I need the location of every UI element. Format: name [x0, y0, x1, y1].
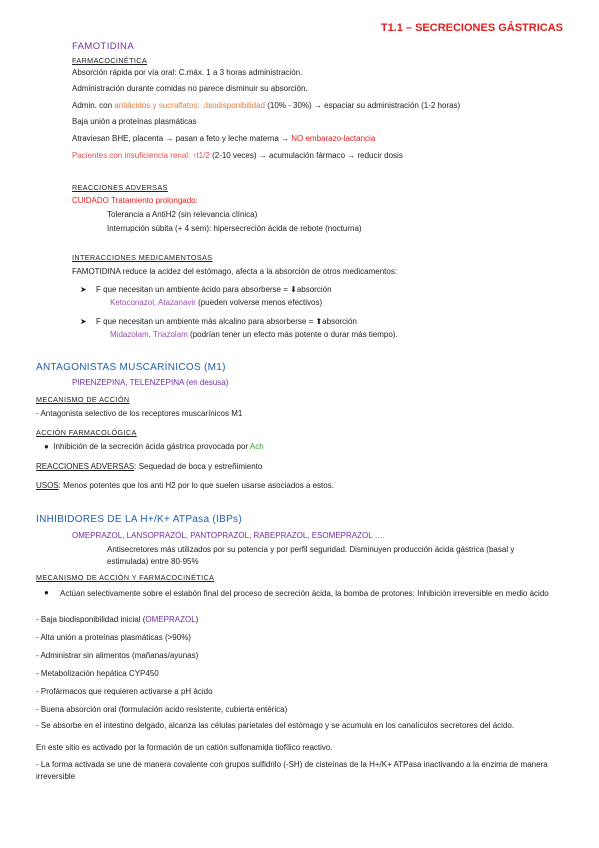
reacciones-heading: REACCIONES ADVERSAS — [72, 183, 168, 192]
interaccion-bullet-1-drugs — [110, 298, 322, 307]
bullet-dot-icon: ● — [44, 588, 49, 597]
famotidina-line-1: Absorción rápida por vía oral: C.máx. 1 a 3 horas administración. — [72, 68, 303, 77]
l1-prefix: - Baja biodisponibilidad inicial ( — [36, 615, 146, 624]
antiacidos-highlight: antiácidos y sucralfatos: ↓biodisponibilidad — [114, 101, 266, 110]
interaccion-bullet-2: F que necesitan un ambiente más alcalino para absorberse = ⬆absorción — [96, 317, 357, 326]
line3-prefix: Admin. con — [72, 101, 115, 110]
line5-prefix: Atraviesan BHE, placenta → pasan a feto y leche materna → — [72, 134, 292, 143]
ach-highlight: Ach — [249, 442, 264, 451]
l1-suffix: ) — [195, 615, 199, 624]
mecanismo-text: - Antagonista selectivo de los receptores muscarínicos M1 — [36, 409, 243, 418]
ibps-bullet: Actúan selectivamente sobre el eslabón final del proceso de secreción ácida, la bomba de protones: Inhibición irreversible en medio ácido — [60, 589, 549, 598]
ibps-heading: INHIBIDORES DE LA H+/K+ ATPasa (IBPs) — [36, 514, 242, 525]
ibps-line-6: - Buena absorción oral (formulación acido resistente, cubierta entérica) — [36, 705, 288, 714]
famotidina-line-4: Baja unión a proteínas plasmáticas — [72, 117, 197, 126]
mecanismo-heading: MECANISMO DE ACCIÓN — [36, 395, 130, 404]
usos-text: : Menos potentes que los anti H2 por lo que suelen usarse asociados a estos. — [58, 481, 334, 490]
reacciones-label: REACCIONES ADVERSAS — [36, 462, 135, 471]
ibps-description: Antisecretores más utilizados por su potencia y por perfil seguridad. Disminuyen producción ácida gástrica (basal y estimulada) entre 80-95% — [107, 545, 515, 566]
farmacocinetica-heading: FARMACOCINÉTICA — [72, 56, 148, 65]
ketoconazol-atazanavir: Ketoconazol, Atazanavir — [110, 298, 196, 307]
antagonistas-heading: ANTAGONISTAS MUSCARÍNICOS (M1) — [36, 362, 226, 373]
famotidina-line-3 — [72, 101, 460, 110]
line6-suffix: (2-10 veces) → acumulación fármaco → reducir dosis — [209, 151, 403, 160]
ibps-line-8: En este sitio es activado por la formación de un catión sulfonamida tiofílico reactivo. — [36, 743, 333, 752]
midazolam-triazolam: Midazolam, Triazolam — [110, 330, 188, 339]
usos-label: USOS — [36, 481, 59, 490]
insuficiencia-renal-highlight: Pacientes con insuficiencia renal: ↑t1/2 — [72, 151, 210, 160]
usos-line — [36, 481, 334, 490]
ibps-drugs: OMEPRAZOL, LANSOPRAZOL, PANTOPRAZOL, RABEPRAZOL, ESOMEPRAZOL …. — [72, 531, 385, 540]
reaccion-item-2: Interrupción súbita (+ 4 sem): hipersecreción ácida de rebote (nocturna) — [107, 224, 362, 233]
ibps-line-1 — [36, 615, 198, 624]
reacciones-adversas-line — [36, 462, 262, 471]
famotidina-line-2: Administración durante comidas no parece disminuir su absorción. — [72, 84, 308, 93]
accion-text — [44, 442, 264, 451]
interacciones-intro: FAMOTIDINA reduce la acidez del estómago, afecta a la absorción de otros medicamentos: — [72, 267, 398, 276]
line3-suffix: (10% - 30%) → espaciar su administración (1-2 horas) — [265, 101, 461, 110]
famotidina-heading: FAMOTIDINA — [72, 41, 135, 52]
ibps-line-2: - Alta unión a proteínas plasmáticas (>90%) — [36, 633, 191, 642]
famotidina-line-6 — [72, 151, 403, 160]
famotidina-line-5 — [72, 134, 375, 143]
reacciones-text: : Sequedad de boca y estreñimiento — [134, 462, 263, 471]
interacciones-heading: INTERACCIONES MEDICAMENTOSAS — [72, 253, 213, 262]
no-embarazo-highlight: NO embarazo-lactancia — [291, 134, 376, 143]
page-title: T1.1 – SECRECIONES GÁSTRICAS — [380, 22, 563, 34]
ibps-line-5: - Profármacos que requieren activarse a pH ácido — [36, 687, 213, 696]
arrow-bullet-icon: ➤ — [80, 317, 87, 326]
ibps-line-4: - Metabolización hepática CYP450 — [36, 669, 159, 678]
arrow-bullet-icon: ➤ — [80, 285, 87, 294]
accion-text-main: Inhibición de la secreción ácida gástrica provocada por — [53, 442, 250, 451]
bullet-dot-icon: ● — [44, 442, 49, 451]
interaccion-bullet-1: F que necesitan un ambiente ácido para absorberse = ⬇absorción — [96, 285, 332, 294]
ibps-line-3: - Administrar sin alimentos (mañanas/ayunas) — [36, 651, 199, 660]
cuidado-label: CUIDADO Tratamiento prolongado: — [72, 196, 198, 205]
b2-rest: (podrían tener un efecto más potente o durar más tiempo). — [187, 330, 398, 339]
b1-rest: (pueden volverse menos efectivos) — [195, 298, 323, 307]
accion-heading: ACCIÓN FARMACOLÓGICA — [36, 428, 137, 437]
antagonistas-drugs: PIRENZEPINA, TELENZEPINA (en desusa) — [72, 378, 229, 387]
ibps-line-7: - Se absorbe en el intestino delgado, alcanza las células parietales del estómago y se acumula en los canalículos secretores del ácido. — [36, 721, 515, 730]
interaccion-bullet-2-drugs — [110, 330, 398, 339]
omeprazol-highlight: OMEPRAZOL — [145, 615, 196, 624]
ibps-mecanismo-heading: MECANISMO DE ACCIÓN Y FARMACOCINÉTICA — [36, 573, 215, 582]
reaccion-item-1: Tolerancia a AntiH2 (sin relevancia clínica) — [107, 210, 258, 219]
ibps-line-9: - La forma activada se une de manera covalente con grupos sulfidrilo (-SH) de cisteínas de la H+/K+ ATPasa inactivando a la enzima de manera irreversible — [36, 760, 548, 781]
